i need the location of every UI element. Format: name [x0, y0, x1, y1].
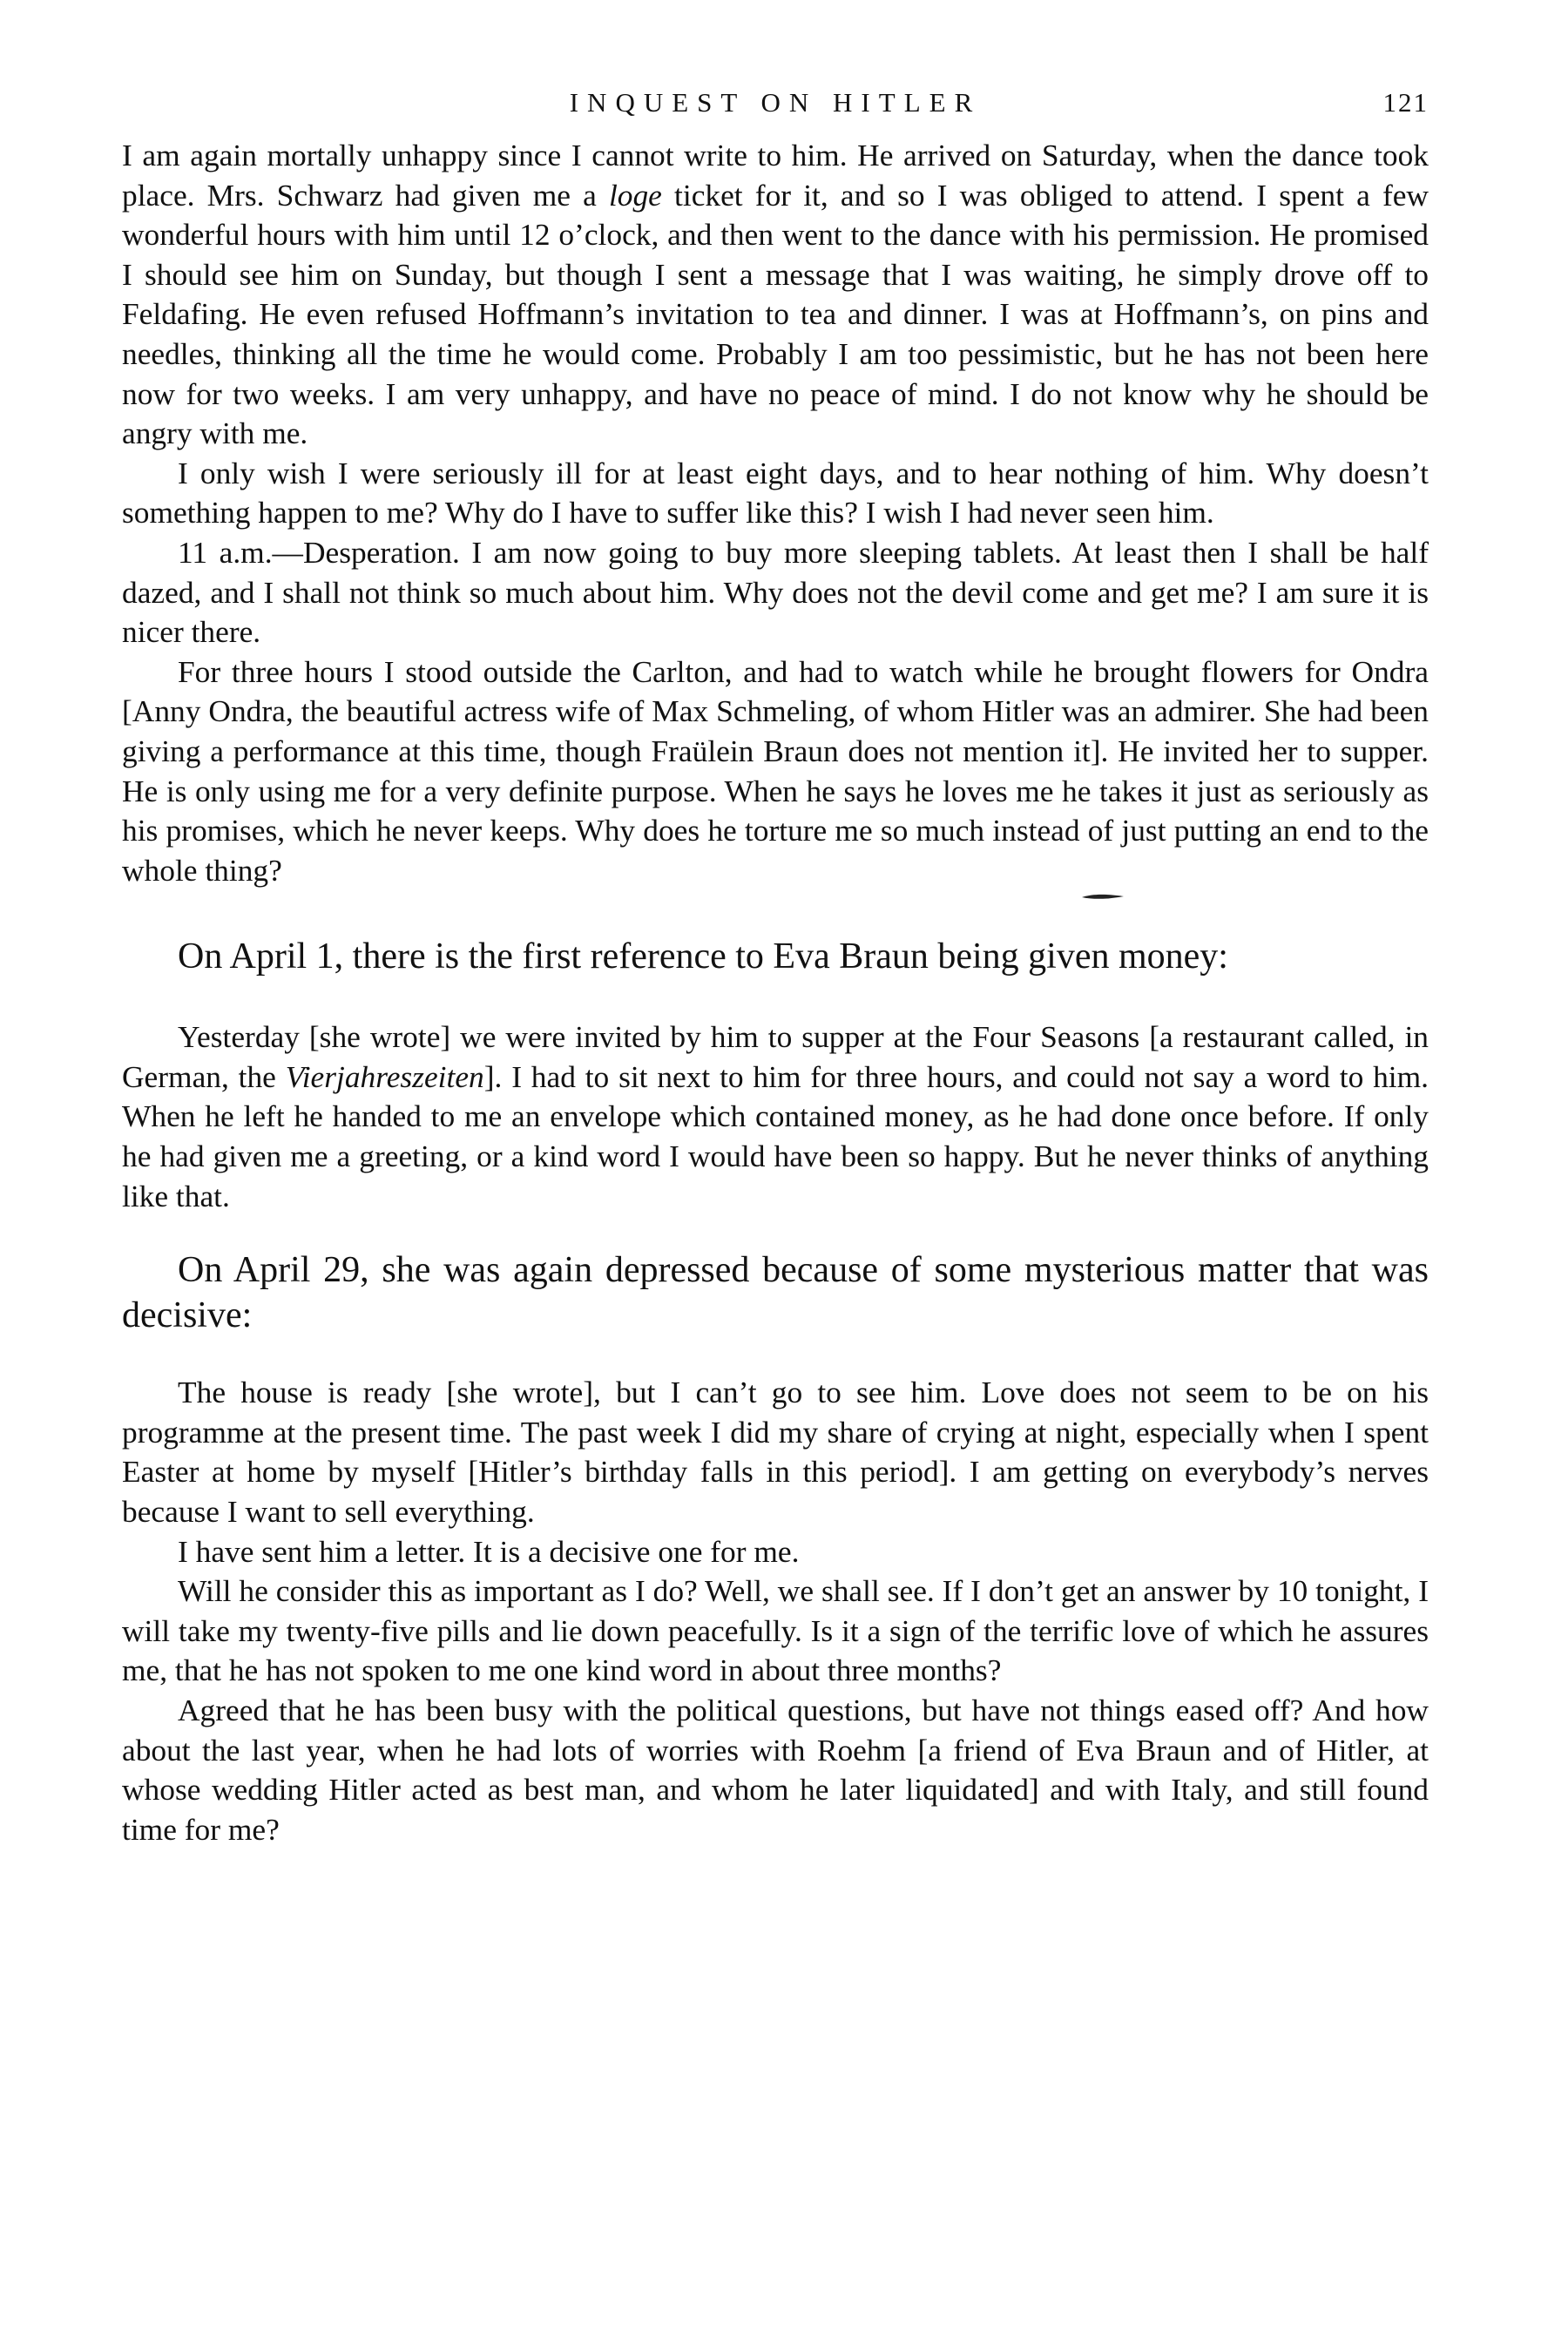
page-number: 121 [1382, 87, 1429, 118]
diary-text: Yesterday [she wrote] we were invited by him to supper at the Four Seasons [a restaurant called, in German, the [122, 1019, 1429, 1094]
diary-text: ]. I had to sit next to him for three hours, and could not say a word to him. When he left he handed to me an envelope which contained money, as he had done once before. If only he had given me a greeting, or a kind word I would have been so happy. But he never thinks of anything like that. [122, 1058, 1429, 1213]
diary-paragraph: I only wish I were seriously ill for at least eight days, and to hear nothing of him. Why doesn’t something happen to me? Why do I have to suffer like this? I wish I had never seen him. [122, 455, 1429, 531]
narration-paragraph: On April 29, she was again depressed because of some mysterious matter that was decisive: [122, 1250, 1429, 1336]
italic-term: Vierjahreszeiten [285, 1058, 484, 1094]
diary-text: I am again mortally unhappy since I cannot write to him. He arrived on Saturday, when the dance took place. Mrs. Schwarz had given me a [122, 138, 1429, 213]
diary-paragraph: Will he consider this as important as I do? Well, we shall see. If I don’t get an answer by 10 tonight, I will take my twenty-five pills and lie down peacefully. Is it a sign of the terrific love of which he assures me, that he has not spoken to me one kind word in about three months? [122, 1573, 1429, 1688]
ornament-mark [1080, 892, 1125, 901]
italic-term: loge [608, 177, 662, 213]
book-page [122, 87, 1429, 1849]
diary-paragraph: 11 a.m.—Desperation. I am now going to buy more sleeping tablets. At least then I shall be half dazed, and I shall not think so much about him. Why does not the devil come and get me? I am sure it is nicer there. [122, 534, 1429, 650]
diary-text: ticket for it, and so I was obliged to attend. I spent a few wonderful hours with him until 12 o’clock, and then went to the dance with his permission. He promised I should see him on Sunday, but though I sent a message that I was waiting, he simply drove off to Feldafing. He even refused Hoffmann’s invitation to tea and dinner. I was at Hoffmann’s, on pins and needles, thinking all the time he would come. Probably I am too pessimistic, but he has not been here now for two weeks. I am very unhappy, and have no peace of mind. I do not know why he should be angry with me. [122, 177, 1429, 451]
diary-paragraph: For three hours I stood outside the Carlton, and had to watch while he brought flowers for Ondra [Anny Ondra, the beautiful actress wife of Max Schmeling, of whom Hitler was an admirer. She had been giving a performance at this time, though Fraülein Braun does not mention it]. He invited her to supper. He is only using me for a very definite purpose. When he says he loves me he takes it just as seriously as his promises, which he never keeps. Why does he torture me so much instead of just putting an end to the whole thing? [122, 653, 1429, 888]
narration-paragraph: On April 1, there is the first reference to Eva Braun being given money: [178, 936, 1228, 977]
diary-paragraph [122, 136, 1429, 454]
running-title: INQUEST ON HITLER [569, 87, 982, 118]
diary-paragraph [122, 1017, 1429, 1216]
diary-paragraph: Agreed that he has been busy with the political questions, but have not things eased off? And how about the last year, when he had lots of worries with Roehm [a friend of Eva Braun and of Hitler, at whose wedding Hitler acted as best man, and whom he later liquidated] and with Italy, and still found time for me? [122, 1693, 1429, 1847]
diary-paragraph: I have sent him a letter. It is a decisive one for me. [178, 1533, 800, 1569]
running-head [122, 87, 1429, 131]
diary-paragraph: The house is ready [she wrote], but I can’t go to see him. Love does not seem to be on his programme at the present time. The past week I did my share of crying at night, especially when I spent Easter at home by myself [Hitler’s birthday falls in this period]. I am getting on everybody’s nerves because I want to sell everything. [122, 1375, 1429, 1530]
